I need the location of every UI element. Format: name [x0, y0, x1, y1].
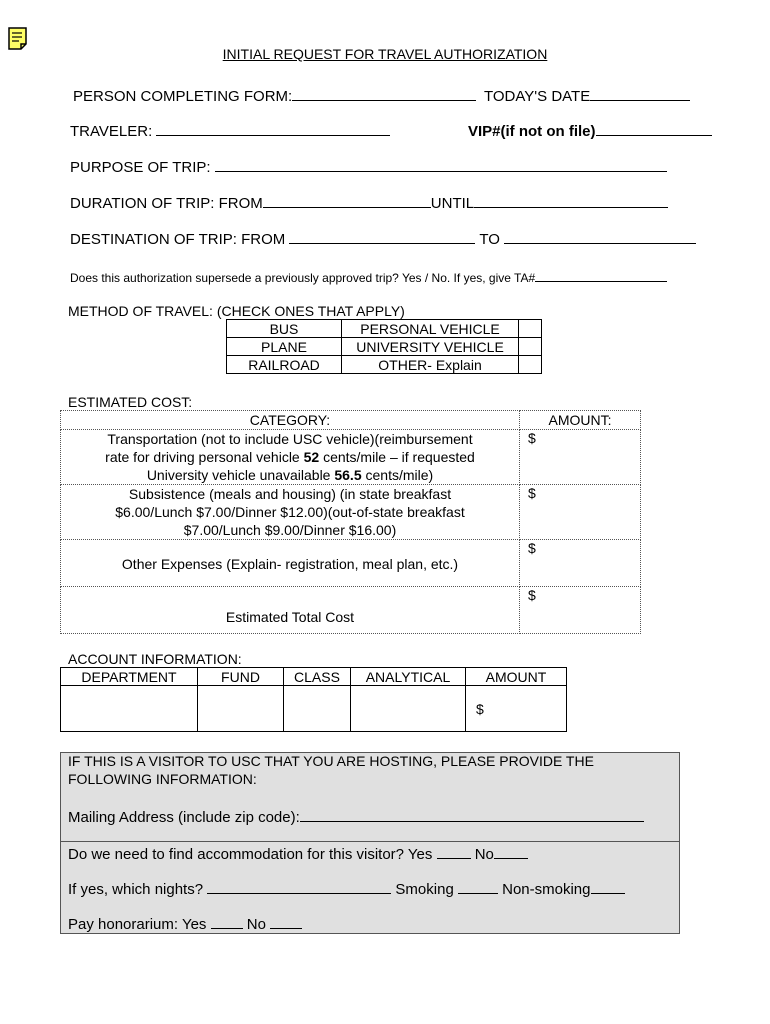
other-expenses-amount[interactable]: [520, 540, 641, 587]
supersede-row: [70, 270, 667, 285]
class-header: CLASS: [284, 668, 351, 686]
nights-field[interactable]: [207, 879, 391, 894]
estimated-total-cell: Estimated Total Cost: [61, 587, 520, 634]
vip-row: [468, 121, 712, 140]
travel-option-personal-vehicle: PERSONAL VEHICLE: [342, 320, 519, 338]
transportation-line-2: [61, 448, 519, 466]
department-header: DEPARTMENT: [61, 668, 198, 686]
person-completing-label: PERSON COMPLETING FORM:: [73, 88, 293, 105]
travel-checkbox[interactable]: [519, 356, 542, 374]
person-completing-row: [73, 86, 476, 105]
table-row: [61, 587, 641, 634]
estimated-total-amount[interactable]: [520, 587, 641, 634]
currency-symbol: $: [528, 540, 536, 556]
fund-header: FUND: [198, 668, 284, 686]
subsistence-line-3: $7.00/Lunch $9.00/Dinner $16.00): [183, 522, 397, 538]
purpose-label: PURPOSE OF TRIP:: [70, 159, 211, 176]
accommodation-no-label: No: [474, 846, 494, 863]
duration-from-label: DURATION OF TRIP: FROM: [70, 195, 263, 212]
amount-header: AMOUNT: [466, 668, 567, 686]
analytical-field[interactable]: [351, 686, 466, 732]
travel-option-railroad: RAILROAD: [227, 356, 342, 374]
mailing-address-label: Mailing Address (include zip code):: [68, 809, 300, 826]
account-info-table: [60, 667, 567, 732]
destination-from-label: DESTINATION OF TRIP: FROM: [70, 231, 286, 248]
purpose-row: [70, 157, 667, 176]
amount-field[interactable]: [466, 686, 567, 732]
currency-symbol: $: [528, 485, 536, 501]
nights-row: [68, 879, 625, 898]
currency-symbol: $: [528, 587, 536, 603]
currency-symbol: $: [528, 430, 536, 446]
table-row: [61, 668, 567, 686]
ta-number-field[interactable]: [535, 270, 667, 282]
honorarium-no-field[interactable]: [270, 914, 302, 929]
travel-option-plane: PLANE: [227, 338, 342, 356]
accommodation-yes-field[interactable]: [437, 844, 471, 859]
class-field[interactable]: [284, 686, 351, 732]
analytical-header: ANALYTICAL: [351, 668, 466, 686]
non-smoking-label: Non-smoking: [502, 881, 591, 898]
table-row: [227, 356, 542, 374]
accommodation-no-field[interactable]: [494, 844, 528, 859]
subsistence-line-1: Subsistence (meals and housing) (in state breakfast: [128, 486, 452, 502]
estimated-cost-heading: ESTIMATED COST:: [68, 394, 193, 410]
duration-until-label: UNTIL: [430, 195, 475, 212]
vip-label: VIP#(if not on file): [468, 123, 596, 140]
duration-from-field[interactable]: [263, 193, 431, 208]
smoking-label: Smoking: [395, 881, 454, 898]
accommodation-label: Do we need to find accommodation for this visitor? Yes: [68, 846, 433, 863]
travel-option-bus: BUS: [227, 320, 342, 338]
honorarium-yes-field[interactable]: [211, 914, 243, 929]
travel-option-other: OTHER- Explain: [342, 356, 519, 374]
transportation-line-1: Transportation (not to include USC vehicle)(reimbursement: [107, 431, 473, 447]
supersede-label: Does this authorization supersede a previously approved trip? Yes / No. If yes, give TA#: [70, 271, 536, 285]
transportation-line-3: [61, 466, 519, 484]
transportation-text: rate for driving personal vehicle: [105, 449, 304, 465]
traveler-row: [70, 121, 390, 140]
visitor-intro-2: FOLLOWING INFORMATION:: [68, 771, 257, 787]
todays-date-label: TODAY'S DATE: [484, 88, 591, 105]
page-title: INITIAL REQUEST FOR TRAVEL AUTHORIZATION: [222, 46, 548, 62]
destination-to-field[interactable]: [504, 229, 696, 244]
honorarium-label: Pay honorarium: Yes: [68, 916, 207, 933]
other-expenses-cell: Other Expenses (Explain- registration, meal plan, etc.): [61, 540, 520, 587]
non-smoking-field[interactable]: [591, 879, 625, 894]
honorarium-no-label: No: [246, 916, 266, 933]
subsistence-amount[interactable]: [520, 485, 641, 540]
amount-header: AMOUNT:: [520, 411, 641, 430]
destination-to-label: TO: [479, 231, 500, 248]
transportation-text: cents/mile – if requested: [319, 449, 475, 465]
mailing-address-field[interactable]: [300, 807, 644, 822]
smoking-field[interactable]: [458, 879, 498, 894]
destination-from-field[interactable]: [289, 229, 475, 244]
table-row: [61, 485, 641, 540]
transportation-text: cents/mile): [361, 467, 434, 483]
table-row: [61, 540, 641, 587]
department-field[interactable]: [61, 686, 198, 732]
table-row: [227, 320, 542, 338]
duration-until-field[interactable]: [474, 193, 668, 208]
fund-field[interactable]: [198, 686, 284, 732]
honorarium-row: [68, 914, 302, 933]
subsistence-cell: [61, 485, 520, 540]
accommodation-row: [68, 844, 528, 863]
category-header: CATEGORY:: [61, 411, 520, 430]
table-row: [61, 430, 641, 485]
table-row: [61, 411, 641, 430]
method-of-travel-table: [226, 319, 542, 374]
traveler-field[interactable]: [156, 121, 390, 136]
travel-checkbox[interactable]: [519, 338, 542, 356]
method-of-travel-heading: METHOD OF TRAVEL: (CHECK ONES THAT APPLY): [68, 303, 405, 319]
nights-label: If yes, which nights?: [68, 881, 204, 898]
personal-rate: 52: [303, 449, 320, 465]
transportation-amount[interactable]: [520, 430, 641, 485]
todays-date-field[interactable]: [590, 86, 690, 101]
transportation-text: University vehicle unavailable: [146, 467, 335, 483]
travel-option-university-vehicle: UNIVERSITY VEHICLE: [342, 338, 519, 356]
currency-symbol: $: [476, 700, 484, 717]
transportation-cell: [61, 430, 520, 485]
mailing-address-row: [68, 807, 644, 826]
visitor-divider: [60, 841, 680, 842]
table-row: [227, 338, 542, 356]
destination-row: [70, 229, 696, 248]
table-row: [61, 686, 567, 732]
visitor-intro-1: IF THIS IS A VISITOR TO USC THAT YOU ARE HOSTING, PLEASE PROVIDE THE: [68, 753, 594, 769]
purpose-field[interactable]: [215, 157, 667, 172]
travel-checkbox[interactable]: [519, 320, 542, 338]
account-info-heading: ACCOUNT INFORMATION:: [68, 651, 242, 667]
todays-date-row: [484, 86, 690, 105]
estimated-cost-table: [60, 410, 641, 634]
duration-row: [70, 193, 668, 212]
person-completing-field[interactable]: [292, 86, 476, 101]
subsistence-line-2: $6.00/Lunch $7.00/Dinner $12.00)(out-of-state breakfast: [115, 504, 465, 520]
traveler-label: TRAVELER:: [70, 123, 153, 140]
university-rate: 56.5: [334, 467, 362, 483]
vip-field[interactable]: [596, 121, 712, 136]
